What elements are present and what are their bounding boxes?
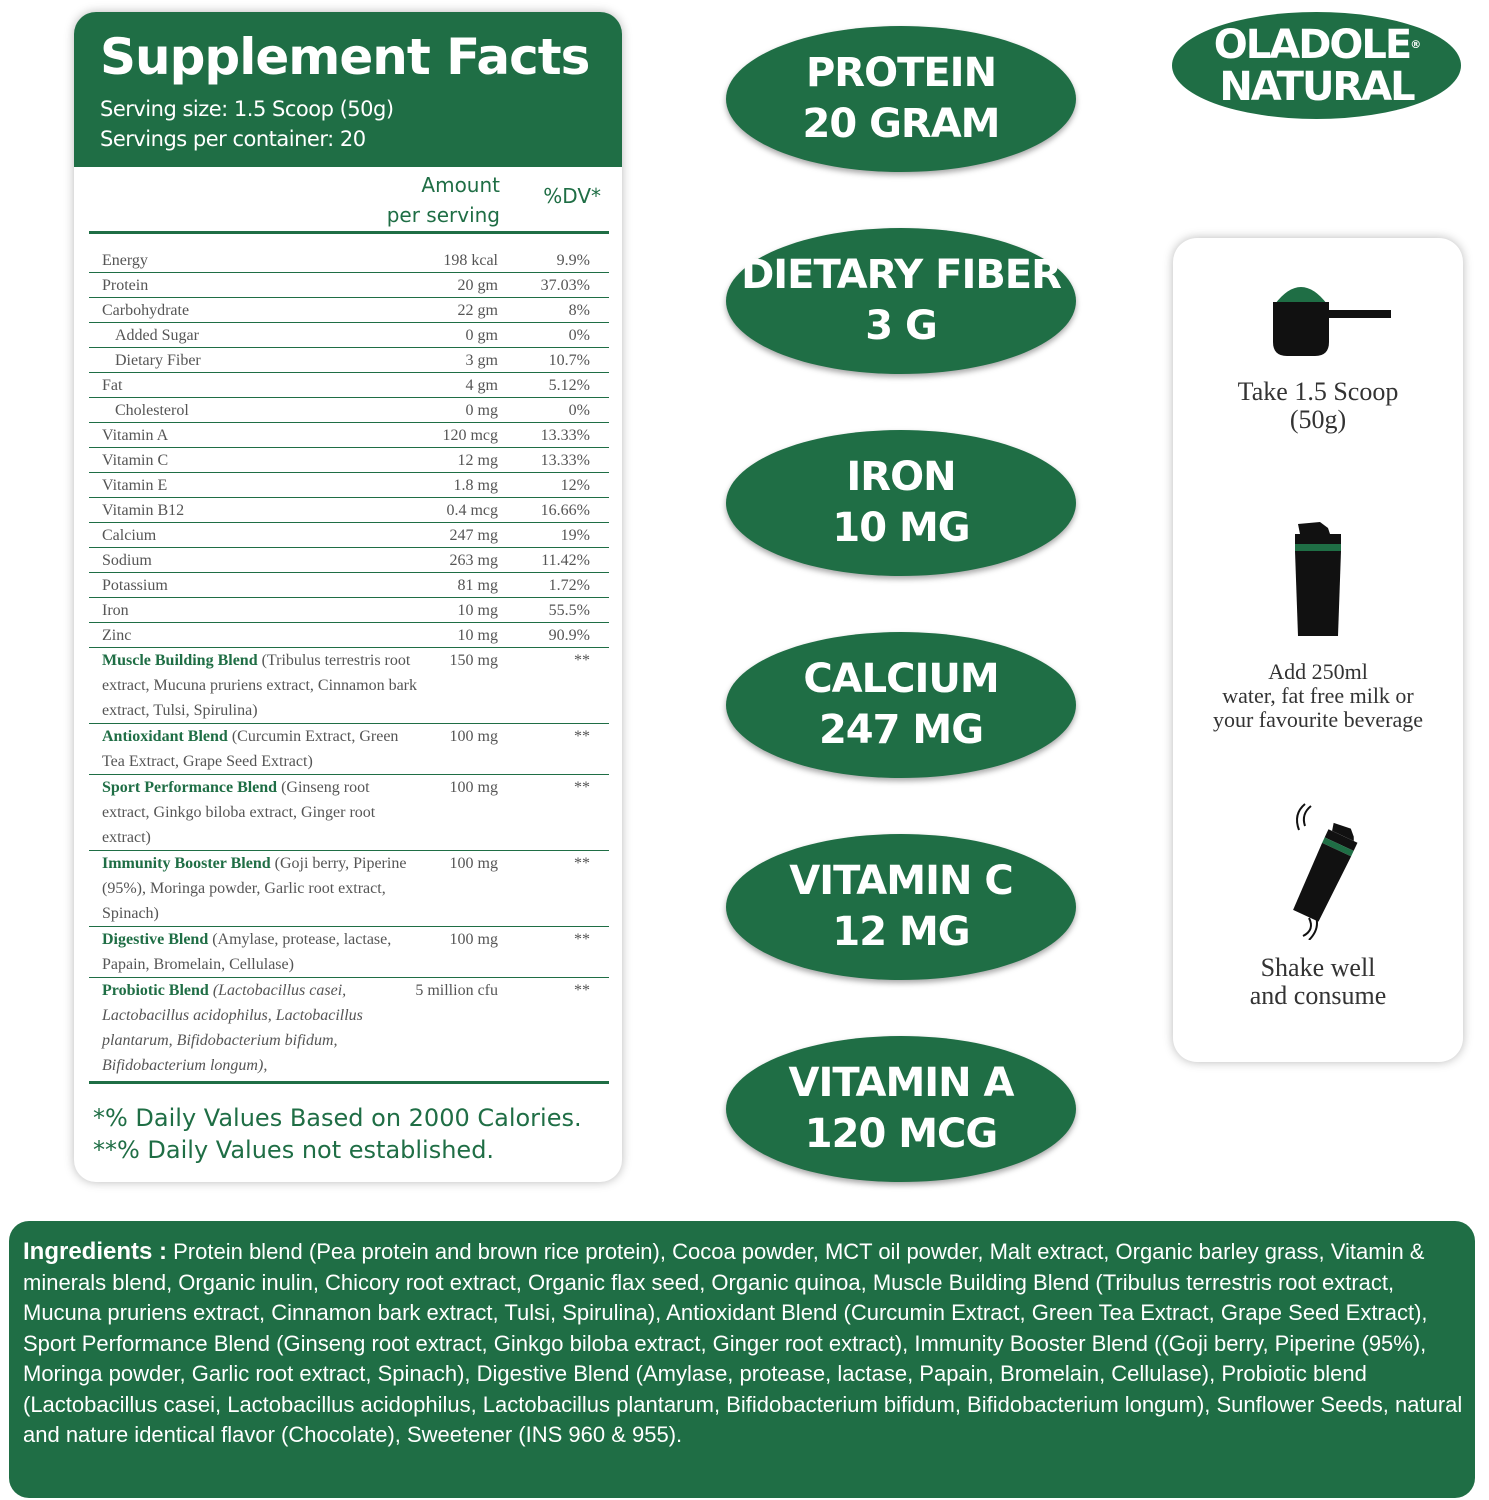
blend-detail: (Tribulus terrestris root extract, Mucuna pruriens extract, Cinnamon bark extract, Tulsi, Spirulina) (102, 652, 417, 719)
nutrient-name: Fat (102, 377, 123, 394)
table-row (89, 248, 609, 273)
directions-panel (1173, 238, 1463, 1062)
step-2-line2: water, fat free milk or (1222, 683, 1414, 708)
nutrient-amount: 1.8 mg (453, 477, 498, 494)
nutrient-dv: 12% (560, 477, 590, 494)
nutrient-amount: 263 mg (449, 552, 498, 569)
step-3-text (1173, 954, 1463, 1010)
step-2-line3: your favourite beverage (1212, 707, 1424, 732)
registered-mark: ® (1410, 37, 1420, 51)
blend-detail: (Amylase, protease, lactase, Papain, Bromelain, Cellulase) (102, 931, 392, 973)
nutrient-name: Energy (102, 252, 148, 269)
highlight-dietary-fiber (726, 228, 1076, 374)
table-row (89, 623, 609, 648)
nutrient-name: Potassium (102, 577, 168, 594)
table-row (89, 298, 609, 323)
nutrient-amount: 10 mg (457, 602, 498, 619)
nutrient-name: Vitamin E (102, 477, 168, 494)
highlight-vitamin-c (726, 834, 1076, 980)
blend-row (89, 724, 609, 775)
table-row (89, 548, 609, 573)
nutrient-dv: 37.03% (540, 277, 590, 294)
step-1-line2: (50g) (1289, 405, 1347, 434)
highlight-label: VITAMIN A (788, 1060, 1014, 1106)
table-row (89, 273, 609, 298)
nutrient-dv: 5.12% (548, 377, 590, 394)
table-row (89, 448, 609, 473)
nutrient-dv: 55.5% (548, 602, 590, 619)
step-1-text (1173, 378, 1463, 434)
nutrient-name: Zinc (102, 627, 132, 644)
nutrient-dv: 90.9% (548, 627, 590, 644)
blend-row (89, 927, 609, 978)
blend-name: Probiotic Blend (102, 982, 209, 999)
nutrient-dv: 0% (568, 327, 590, 344)
nutrient-amount: 3 gm (465, 352, 498, 369)
nutrient-amount: 12 mg (457, 452, 498, 469)
highlight-iron (726, 430, 1076, 576)
table-row (89, 573, 609, 598)
nutrient-dv: 19% (560, 527, 590, 544)
highlight-vitamin-a (726, 1036, 1076, 1182)
nutrient-amount: 0 mg (465, 402, 498, 419)
facts-column-headers (74, 170, 622, 230)
highlight-calcium (726, 632, 1076, 778)
table-row (89, 348, 609, 373)
nutrient-dv: 10.7% (548, 352, 590, 369)
highlight-label: CALCIUM (803, 656, 999, 702)
blend-amount: 100 mg (449, 779, 498, 796)
nutrient-name: Cholesterol (115, 402, 189, 419)
highlight-label: DIETARY FIBER (741, 252, 1061, 298)
blend-dv: ** (574, 652, 590, 669)
nutrient-name: Carbohydrate (102, 302, 190, 319)
amount-header-line1: Amount (421, 173, 500, 197)
blend-detail: (Ginseng root extract, Ginkgo biloba extract, Ginger root extract) (102, 779, 376, 846)
table-row (89, 498, 609, 523)
blend-dv: ** (574, 982, 590, 999)
footnote-dv-not-established: **% Daily Values not established. (93, 1136, 495, 1164)
blend-name: Digestive Blend (102, 931, 209, 948)
blend-row (89, 851, 609, 927)
blend-detail: (Curcumin Extract, Green Tea Extract, Grape Seed Extract) (102, 728, 399, 770)
table-row (89, 598, 609, 623)
step-1-line1: Take 1.5 Scoop (1237, 377, 1399, 406)
step-3-line1: Shake well (1260, 953, 1376, 982)
blend-row (89, 775, 609, 851)
shaker-bottle-icon (1290, 520, 1346, 640)
blend-amount: 100 mg (449, 855, 498, 872)
step-2-line1: Add 250ml (1268, 659, 1368, 684)
table-row (89, 423, 609, 448)
nutrient-amount: 247 mg (449, 527, 498, 544)
step-2-text (1173, 660, 1463, 732)
nutrient-name: Iron (102, 602, 129, 619)
blend-amount: 150 mg (449, 652, 498, 669)
nutrient-dv: 13.33% (540, 452, 590, 469)
brand-logo (1172, 12, 1461, 119)
nutrient-name: Vitamin B12 (102, 502, 185, 519)
servings-per-container: Servings per container: 20 (100, 127, 366, 151)
nutrient-name: Added Sugar (115, 327, 199, 344)
highlight-value: 247 MG (818, 707, 984, 753)
nutrient-name: Protein (102, 277, 149, 294)
amount-column-header (387, 170, 500, 230)
serving-size: Serving size: 1.5 Scoop (50g) (100, 97, 394, 121)
nutrient-dv: 13.33% (540, 427, 590, 444)
footnote-dv-basis: *% Daily Values Based on 2000 Calories. (93, 1104, 582, 1132)
nutrient-amount: 20 gm (457, 277, 498, 294)
nutrient-name: Vitamin A (102, 427, 169, 444)
blend-dv: ** (574, 779, 590, 796)
nutrient-amount: 22 gm (457, 302, 498, 319)
ingredients-text: Protein blend (Pea protein and brown rice protein), Cocoa powder, MCT oil powder, Malt extract, Organic barley grass, Vitamin & minerals blend, Organic inulin, Chicory root extract, Organic flax seed, Organic quinoa, Muscle Building Blend (Tribulus terrestris root extract, Mucuna pruriens extract, Cinnamon bark extract, Tulsi, Spirulina), Antioxidant Blend (Curcumin Extract, Green Tea Extract, Grape Seed Extract), Sport Performance Blend (Ginseng root extract, Ginkgo biloba extract, Ginger root extract), Immunity Booster Blend ((Goji berry, Piperine (95%), Moringa powder, Garlic root extract, Spinach), Digestive Blend (Amylase, protease, lactase, Papain, Bromelain, Cellulase), Probiotic blend (Lactobacillus casei, Lactobacillus acidophilus, Lactobacillus plantarum, Bifidobacterium bifidum, Bifidobacterium longum), Sunflower Seeds, natural and nature identical flavor (Chocolate), Sweetener (INS 960 & 955). (23, 1239, 1463, 1447)
nutrient-name: Sodium (102, 552, 152, 569)
nutrient-amount: 198 kcal (443, 252, 498, 269)
highlight-label: IRON (846, 454, 956, 500)
blend-name: Sport Performance Blend (102, 779, 278, 796)
highlight-protein (726, 26, 1076, 172)
blend-name: Immunity Booster Blend (102, 855, 271, 872)
nutrient-name: Calcium (102, 527, 157, 544)
nutrient-amount: 4 gm (465, 377, 498, 394)
highlight-value: 3 G (865, 303, 937, 349)
highlight-value: 12 MG (832, 909, 970, 955)
dv-column-header: %DV* (543, 184, 601, 208)
highlight-label: PROTEIN (805, 50, 997, 96)
highlight-value: 20 GRAM (802, 101, 1000, 147)
nutrient-name: Vitamin C (102, 452, 169, 469)
nutrient-dv: 9.9% (556, 252, 590, 269)
blend-dv: ** (574, 931, 590, 948)
supplement-facts-header (74, 12, 622, 167)
nutrient-dv: 8% (568, 302, 590, 319)
amount-header-line2: per serving (386, 203, 500, 227)
blend-detail: (Lactobacillus casei, Lactobacillus acidophilus, Lactobacillus plantarum, Bifidobacterium bifidum, Bifidobacterium longum), (102, 982, 363, 1074)
shake-icon (1281, 800, 1361, 940)
table-row (89, 398, 609, 423)
scoop-icon (1271, 272, 1393, 358)
blend-dv: ** (574, 855, 590, 872)
logo-word-2: NATURAL (1219, 63, 1414, 110)
logo-line1 (1172, 21, 1461, 68)
footer-divider (89, 1081, 609, 1084)
table-row (89, 473, 609, 498)
nutrient-amount: 10 mg (457, 627, 498, 644)
nutrient-dv: 1.72% (548, 577, 590, 594)
blend-row (89, 978, 609, 1078)
ingredients-panel (9, 1221, 1475, 1498)
nutrient-name: Dietary Fiber (115, 352, 201, 369)
blend-detail: (Goji berry, Piperine (95%), Moringa powder, Garlic root extract, Spinach) (102, 855, 407, 922)
table-row (89, 323, 609, 348)
highlight-value: 10 MG (832, 505, 970, 551)
nutrient-amount: 0 gm (465, 327, 498, 344)
logo-word-1: OLADOLE (1213, 21, 1411, 68)
ingredients-label: Ingredients : (23, 1238, 168, 1265)
table-row (89, 523, 609, 548)
blend-amount: 5 million cfu (415, 982, 498, 999)
blend-amount: 100 mg (449, 931, 498, 948)
table-row (89, 373, 609, 398)
nutrient-amount: 81 mg (457, 577, 498, 594)
blend-row (89, 648, 609, 724)
blend-dv: ** (574, 728, 590, 745)
facts-footnotes (93, 1102, 582, 1166)
blend-name: Muscle Building Blend (102, 652, 258, 669)
nutrient-dv: 11.42% (541, 552, 590, 569)
supplement-facts-title: Supplement Facts (100, 28, 590, 86)
highlight-value: 120 MCG (804, 1111, 998, 1157)
highlight-label: VITAMIN C (789, 858, 1013, 904)
nutrient-amount: 120 mcg (442, 427, 498, 444)
nutrient-dv: 16.66% (540, 502, 590, 519)
blend-amount: 100 mg (449, 728, 498, 745)
header-divider (89, 231, 609, 234)
blend-name: Antioxidant Blend (102, 728, 228, 745)
nutrient-amount: 0.4 mcg (446, 502, 498, 519)
supplement-facts-panel (74, 12, 622, 1182)
nutrient-table (89, 248, 609, 1078)
step-3-line2: and consume (1249, 981, 1387, 1010)
nutrient-dv: 0% (568, 402, 590, 419)
